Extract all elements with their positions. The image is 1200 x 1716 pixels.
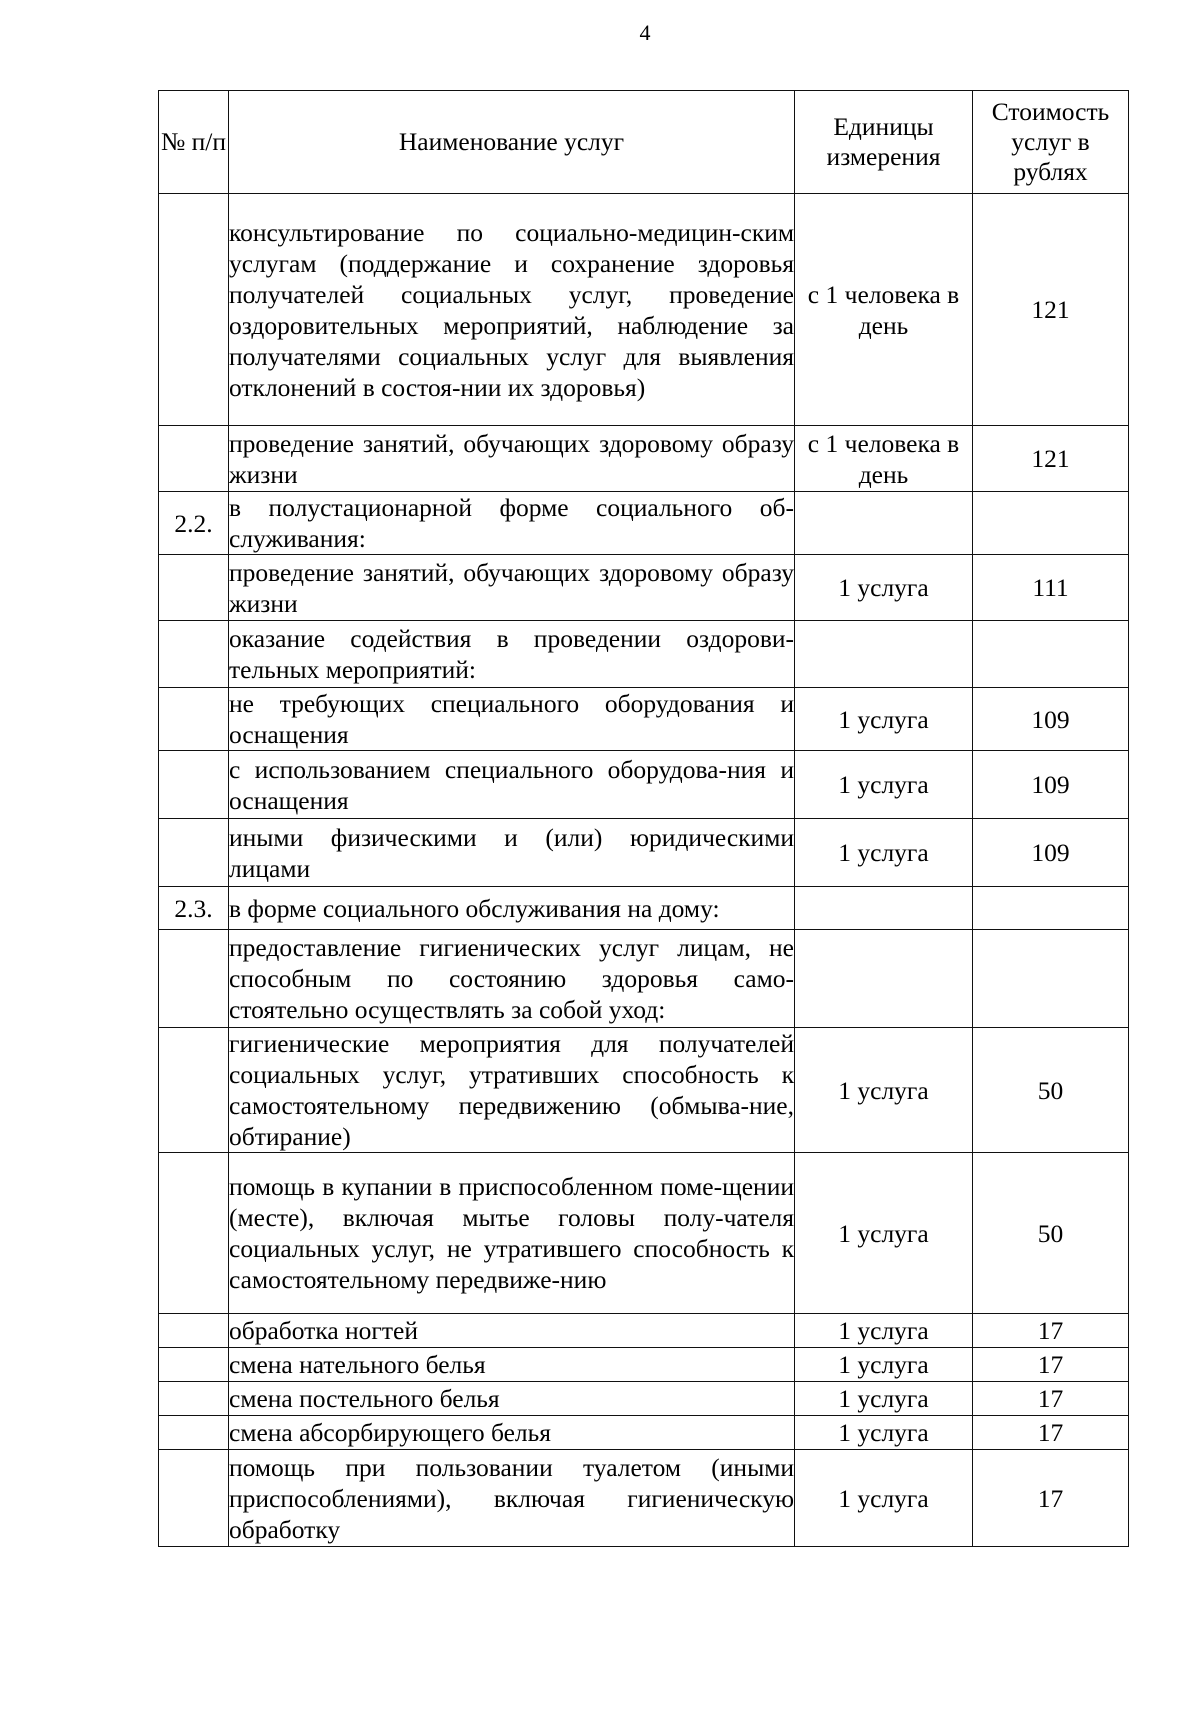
row-unit: [795, 930, 973, 1028]
table-row: [159, 555, 1129, 621]
row-unit: [795, 492, 973, 555]
row-cost: 17: [973, 1314, 1129, 1348]
table-row: [159, 1450, 1129, 1547]
table-row: [159, 1153, 1129, 1314]
row-service-name: проведение занятий, обучающих здоровому образу жизни: [229, 555, 795, 621]
row-cost: [973, 492, 1129, 555]
row-num: [159, 1450, 229, 1547]
services-price-table: [158, 90, 1129, 1547]
row-unit: [795, 621, 973, 688]
row-num: [159, 1153, 229, 1314]
row-cost: 17: [973, 1416, 1129, 1450]
row-cost: [973, 887, 1129, 930]
table-row: [159, 1348, 1129, 1382]
row-num: [159, 1416, 229, 1450]
row-unit: [795, 887, 973, 930]
row-num: [159, 930, 229, 1028]
table-row: [159, 1314, 1129, 1348]
row-service-name: помощь в купании в приспособленном поме-щении (месте), включая мытье головы полу-чателя социальных услуг, не утратившего способность к самостоятельному передвиже-нию: [229, 1153, 795, 1314]
header-cost: Стоимость услуг в рублях: [973, 91, 1129, 194]
row-num: [159, 555, 229, 621]
table-row: [159, 1416, 1129, 1450]
row-service-name: консультирование по социально-медицин-ским услугам (поддержание и сохранение здоровья получателей социальных услуг, проведение оздоровительных мероприятий, наблюдение за получателями социальных услуг для выявления отклонений в состоя-нии их здоровья): [229, 194, 795, 426]
table-row: [159, 621, 1129, 688]
row-cost: [973, 930, 1129, 1028]
header-unit: Единицы измерения: [795, 91, 973, 194]
row-num: [159, 621, 229, 688]
row-service-name: гигиенические мероприятия для получателей социальных услуг, утративших способность к самостоятельному передвижению (обмыва-ние, обтирание): [229, 1029, 794, 1151]
row-cost: 17: [973, 1348, 1129, 1382]
row-unit: 1 услуга: [795, 1450, 973, 1547]
row-num: 2.3.: [159, 887, 229, 930]
table-row: [159, 688, 1129, 751]
row-cost: 109: [973, 819, 1129, 887]
row-service-name: помощь при пользовании туалетом (иными приспособлениями), включая гигиеническую обработку: [229, 1450, 795, 1547]
table-row: [159, 426, 1129, 492]
table-row: [159, 887, 1129, 930]
row-service-name: обработка ногтей: [229, 1314, 795, 1348]
page-number: 4: [639, 20, 651, 45]
table-row: [159, 492, 1129, 555]
row-cost: 109: [973, 688, 1129, 751]
row-unit: 1 услуга: [795, 819, 973, 887]
row-cost: 50: [973, 1153, 1129, 1314]
row-unit: 1 услуга: [795, 1153, 973, 1314]
row-num: [159, 1028, 229, 1153]
row-service-name: в форме социального обслуживания на дому:: [229, 887, 795, 930]
row-unit: 1 услуга: [795, 555, 973, 621]
table-row: [159, 930, 1129, 1028]
row-service-name: в полустационарной форме социального об-служивания:: [229, 493, 794, 553]
row-num: 2.2.: [159, 492, 229, 555]
row-num: [159, 194, 229, 426]
row-unit: 1 услуга: [795, 751, 973, 819]
row-cost: [973, 621, 1129, 688]
header-name: Наименование услуг: [229, 91, 795, 194]
row-unit: 1 услуга: [795, 1348, 973, 1382]
row-cost: 121: [973, 194, 1129, 426]
row-cost: 111: [973, 555, 1129, 621]
table-row: [159, 194, 1129, 426]
row-num: [159, 751, 229, 819]
table-row: [159, 819, 1129, 887]
row-num: [159, 426, 229, 492]
row-service-name: оказание содействия в проведении оздорови-тельных мероприятий:: [229, 621, 795, 688]
row-unit: с 1 человека в день: [795, 426, 973, 492]
row-service-name: проведение занятий, обучающих здоровому образу жизни: [229, 426, 795, 492]
row-service-name: предоставление гигиенических услуг лицам, не способным по состоянию здоровья само-стоятельно осуществлять за собой уход:: [229, 930, 795, 1028]
table-header-row: [159, 91, 1129, 194]
row-unit: 1 услуга: [795, 1028, 973, 1153]
row-unit: 1 услуга: [795, 1416, 973, 1450]
row-service-name: не требующих специального оборудования и оснащения: [229, 689, 794, 749]
row-service-name: смена нательного белья: [229, 1348, 795, 1382]
row-service-name: смена постельного белья: [229, 1382, 795, 1416]
header-num: № п/п: [159, 91, 229, 194]
table-row: [159, 751, 1129, 819]
row-cost: 17: [973, 1382, 1129, 1416]
row-num: [159, 1348, 229, 1382]
table-row: [159, 1028, 1129, 1153]
row-unit: с 1 человека в день: [795, 194, 973, 426]
row-unit: 1 услуга: [795, 1382, 973, 1416]
row-cost: 17: [973, 1450, 1129, 1547]
row-num: [159, 1314, 229, 1348]
row-cost: 50: [973, 1028, 1129, 1153]
row-cost: 109: [973, 751, 1129, 819]
row-num: [159, 819, 229, 887]
row-service-name: с использованием специального оборудова-ния и оснащения: [229, 751, 795, 819]
row-unit: 1 услуга: [795, 1314, 973, 1348]
table-row: [159, 1382, 1129, 1416]
row-service-name: смена абсорбирующего белья: [229, 1416, 795, 1450]
row-num: [159, 688, 229, 751]
row-service-name: иными физическими и (или) юридическими лицами: [229, 819, 795, 887]
row-unit: 1 услуга: [795, 688, 973, 751]
row-cost: 121: [973, 426, 1129, 492]
row-num: [159, 1382, 229, 1416]
